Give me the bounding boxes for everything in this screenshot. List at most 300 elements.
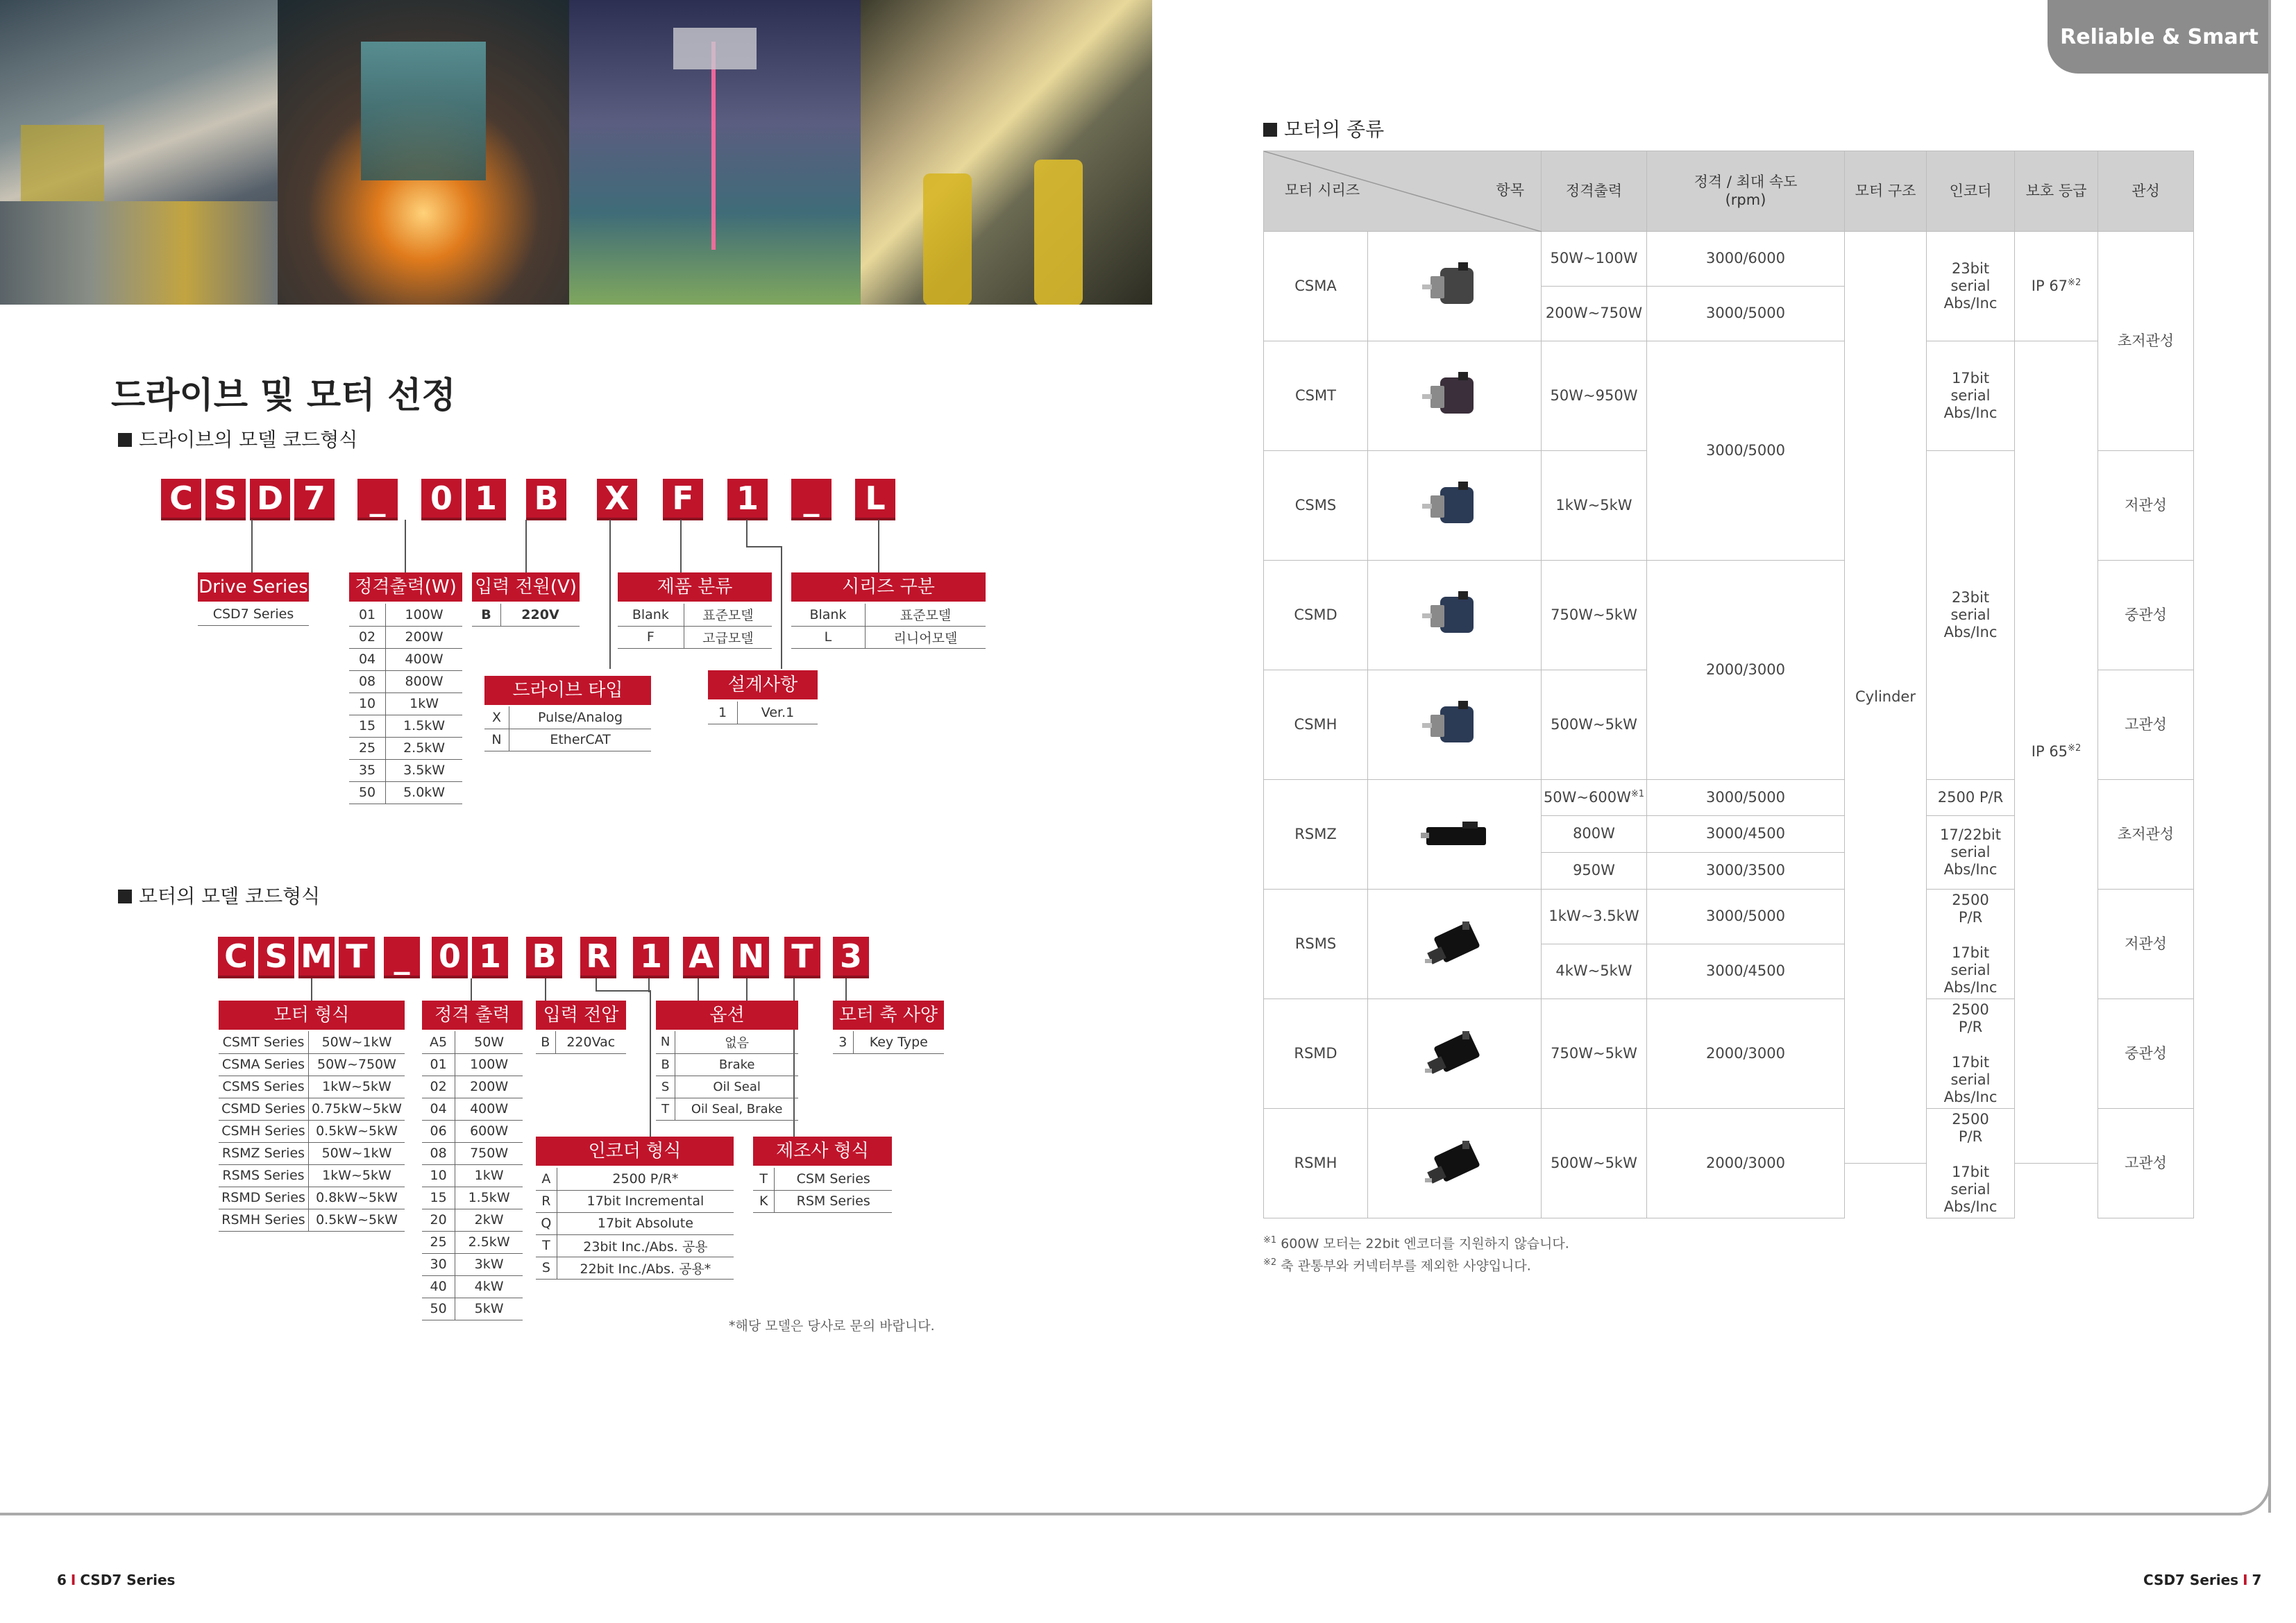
encoder-value: 2500 P/R — [1952, 1001, 1989, 1036]
code-cell: 35 — [349, 759, 386, 781]
code-cell: B — [536, 1031, 555, 1053]
product-class-header: 제품 분류 — [618, 572, 772, 602]
table-row — [656, 1076, 798, 1098]
motor-image-cell — [1368, 780, 1542, 890]
code-cell: T — [536, 1234, 557, 1257]
square-bullet-icon — [118, 433, 132, 447]
footnote-text: 600W 모터는 22bit 엔코더를 지원하지 않습니다. — [1281, 1236, 1569, 1252]
inertia-cell: 고관성 — [2098, 1109, 2194, 1218]
output-cell: 950W — [1542, 853, 1647, 890]
table-row — [1264, 341, 2194, 396]
connector-line — [746, 546, 782, 547]
motor-section-title-text: 모터의 모델 코드형식 — [139, 885, 321, 908]
page-number: 7 — [2252, 1572, 2262, 1588]
header-series: 모터 시리즈 — [1285, 182, 1360, 198]
table-row — [422, 1231, 523, 1253]
footer-right — [2143, 1572, 2261, 1588]
table-row — [791, 604, 986, 626]
code-letter-box: C — [161, 479, 201, 520]
value-cell: 100W — [455, 1053, 523, 1076]
series-cell: RSMZ — [1264, 780, 1368, 890]
connector-line — [525, 520, 527, 572]
code-cell: CSMD Series — [219, 1098, 308, 1120]
code-cell: 04 — [422, 1098, 455, 1120]
speed-cell: 3000/5000 — [1647, 341, 1845, 561]
table-row — [422, 1253, 523, 1275]
output-cell — [1542, 780, 1647, 816]
code-cell: 06 — [422, 1120, 455, 1142]
output-cell: 750W~5kW — [1542, 561, 1647, 670]
series-cell: RSMD — [1264, 999, 1368, 1109]
value-cell: 800W — [386, 670, 462, 692]
motor-types-table — [1263, 151, 2194, 1218]
value-cell: 400W — [455, 1098, 523, 1120]
code-cell: CSMT Series — [219, 1031, 308, 1053]
drive-type-header: 드라이브 타입 — [484, 676, 651, 705]
header-inertia: 관성 — [2098, 151, 2194, 232]
product-class-table — [618, 604, 772, 649]
table-row — [219, 1142, 405, 1164]
drive-series-value: CSD7 Series — [198, 604, 309, 626]
encoder-cell: 17/22bit serial Abs/Inc — [1927, 816, 2015, 890]
connector-line — [878, 520, 879, 572]
footer-left — [57, 1572, 175, 1588]
inertia-cell: 고관성 — [2098, 670, 2194, 780]
code-letter-box: X — [597, 479, 637, 520]
series-class-table — [791, 604, 986, 649]
drive-section-title — [118, 425, 357, 452]
connector-line — [596, 990, 651, 992]
value-cell: 200W — [455, 1076, 523, 1098]
value-cell: Oil Seal — [675, 1076, 798, 1098]
code-letter-box: 1 — [633, 937, 669, 978]
connector-line — [680, 520, 682, 572]
input-voltage-table — [536, 1031, 626, 1054]
footnote-2 — [1263, 1253, 1569, 1275]
value-cell: 200W — [386, 626, 462, 648]
output-cell: 50W~100W — [1542, 232, 1647, 287]
inertia-cell: 초저관성 — [2098, 232, 2194, 451]
series-cell: RSMH — [1264, 1109, 1368, 1218]
shaft-table — [833, 1031, 944, 1054]
table-row — [422, 1187, 523, 1209]
connector-line — [648, 978, 650, 992]
motor-types-title-text: 모터의 종류 — [1284, 118, 1385, 141]
motor-image-cell — [1368, 999, 1542, 1109]
shaft-header: 모터 축 사양 — [833, 1001, 944, 1030]
table-row — [422, 1076, 523, 1098]
speed-cell: 2000/3000 — [1647, 999, 1845, 1109]
code-cell: 15 — [349, 715, 386, 737]
speed-cell: 3000/5000 — [1647, 287, 1845, 341]
value-cell: 5kW — [455, 1298, 523, 1320]
code-letter-box: M — [298, 937, 335, 978]
code-letter-box: 7 — [294, 479, 335, 520]
inertia-cell: 중관성 — [2098, 999, 2194, 1109]
header-speed-text: 정격 / 최대 속도 — [1694, 173, 1798, 191]
code-cell: T — [753, 1168, 775, 1190]
table-row — [791, 626, 986, 648]
speed-cell: 3000/4500 — [1647, 816, 1845, 853]
table-row — [349, 626, 462, 648]
value-cell: 1kW~5kW — [308, 1164, 405, 1187]
value-cell: 없음 — [725, 1035, 750, 1051]
table-row — [656, 1031, 798, 1053]
footer-series: CSD7 Series — [2143, 1572, 2239, 1588]
servo-motor-icon — [1421, 371, 1489, 422]
footnote-mark: ※2 — [1263, 1257, 1277, 1268]
table-row — [753, 1168, 892, 1190]
motor-image-cell — [1368, 232, 1542, 341]
value-cell: Brake — [675, 1053, 798, 1076]
value-cell: 1kW — [455, 1164, 523, 1187]
code-cell: B — [656, 1053, 675, 1076]
servo-motor-icon — [1421, 919, 1489, 970]
structure-cell: Cylinder — [1845, 232, 1927, 1164]
table-row — [349, 604, 462, 626]
table-row — [219, 1098, 405, 1120]
footnote-mark: ※1 — [1263, 1235, 1277, 1246]
footnote-mark: ※1 — [1630, 788, 1645, 799]
encoder-value: 17bit serial Abs/Inc — [1943, 1163, 1998, 1215]
value-cell: 2500 P/R* — [612, 1171, 679, 1187]
code-cell: 04 — [349, 648, 386, 670]
value-cell: 5.0kW — [386, 781, 462, 804]
code-cell: 02 — [422, 1076, 455, 1098]
table-row — [656, 1098, 798, 1120]
speed-cell: 3000/5000 — [1647, 780, 1845, 816]
series-class-header: 시리즈 구분 — [791, 572, 986, 602]
value-cell: 22bit Inc./Abs. 공용* — [557, 1257, 734, 1279]
code-cell: A — [536, 1168, 557, 1190]
code-cell: 02 — [349, 626, 386, 648]
table-row — [349, 715, 462, 737]
encoder-cell: 2500 P/R — [1927, 780, 2015, 816]
code-letter-box: 1 — [472, 937, 508, 978]
value-cell: 리니어모델 — [865, 626, 986, 648]
table-row — [349, 648, 462, 670]
servo-motor-icon — [1421, 1138, 1489, 1189]
code-letter-box: 1 — [466, 479, 506, 520]
speed-cell: 2000/3000 — [1647, 561, 1845, 780]
servo-motor-icon — [1421, 261, 1489, 312]
code-cell: 50 — [422, 1298, 455, 1320]
table-notes — [1263, 1231, 1569, 1276]
code-cell: N — [484, 729, 509, 751]
value-cell: 1kW — [386, 692, 462, 715]
value-cell: 2.5kW — [386, 737, 462, 759]
header-encoder: 인코더 — [1927, 151, 2015, 232]
connector-line — [405, 520, 406, 572]
code-letter-box: _ — [384, 937, 420, 978]
code-cell: N — [656, 1031, 675, 1053]
connector-line — [746, 978, 748, 1001]
servo-motor-icon — [1421, 809, 1489, 860]
code-cell: L — [791, 626, 865, 648]
code-cell: S — [656, 1076, 675, 1098]
value-cell: RSM Series — [775, 1190, 892, 1212]
code-cell: 01 — [422, 1053, 455, 1076]
input-power-table — [472, 604, 580, 627]
code-letter-box: S — [205, 479, 246, 520]
encoder-value: 17bit serial Abs/Inc — [1943, 944, 1998, 996]
table-row — [219, 1120, 405, 1142]
options-table — [656, 1031, 798, 1121]
code-cell: R — [536, 1190, 557, 1212]
servo-motor-icon — [1421, 590, 1489, 641]
table-row — [349, 781, 462, 804]
footer-separator: I — [70, 1572, 76, 1588]
maker-header: 제조사 형식 — [753, 1137, 892, 1166]
motor-types-title — [1263, 114, 1384, 142]
frame-corner — [2235, 1479, 2271, 1515]
code-letter-box: F — [663, 479, 703, 520]
value-cell: 50W — [474, 1034, 505, 1050]
code-letter-box: D — [250, 479, 290, 520]
code-letter-box: B — [526, 479, 566, 520]
output-cell: 500W~5kW — [1542, 670, 1647, 780]
code-cell: 50 — [349, 781, 386, 804]
table-row — [219, 1164, 405, 1187]
table-row — [472, 604, 580, 626]
code-cell: 20 — [422, 1209, 455, 1231]
motor-image-cell — [1368, 890, 1542, 999]
motor-section-title — [118, 881, 320, 909]
encoder-table — [536, 1168, 734, 1280]
value-cell: Key Type — [853, 1031, 944, 1053]
value-cell: 고급모델 — [684, 626, 772, 648]
series-cell: CSMH — [1264, 670, 1368, 780]
output-cell: 800W — [1542, 816, 1647, 853]
code-cell: 01 — [349, 604, 386, 626]
header-speed-unit: (rpm) — [1725, 191, 1766, 208]
header-output: 정격출력 — [1542, 151, 1647, 232]
table-row — [422, 1053, 523, 1076]
table-row — [536, 1234, 734, 1257]
value-cell: 17bit Absolute — [557, 1212, 734, 1234]
table-header-row — [1264, 151, 2194, 232]
encoder-cell — [1927, 890, 2015, 999]
header-structure: 모터 구조 — [1845, 151, 1927, 232]
connector-line — [781, 546, 782, 669]
code-letter-box: T — [784, 937, 820, 978]
drive-section-title-text: 드라이브의 모델 코드형식 — [139, 428, 358, 451]
maker-table — [753, 1168, 892, 1213]
encoder-cell: 23bit serial Abs/Inc — [1927, 451, 2015, 780]
square-bullet-icon — [118, 890, 132, 903]
code-cell: Blank — [791, 604, 865, 626]
output-cell: 750W~5kW — [1542, 999, 1647, 1109]
motor-output-header: 정격 출력 — [422, 1001, 523, 1030]
footnote-1 — [1263, 1231, 1569, 1253]
input-voltage-header: 입력 전압 — [536, 1001, 626, 1030]
header-protection: 보호 등급 — [2015, 151, 2098, 232]
value-cell: 1.5kW — [386, 715, 462, 737]
code-cell: CSMA Series — [219, 1053, 308, 1076]
table-row — [536, 1212, 734, 1234]
table-row — [349, 670, 462, 692]
value-cell: 600W — [455, 1120, 523, 1142]
encoder-cell — [1927, 999, 2015, 1109]
value-cell: 50W~1kW — [321, 1034, 392, 1050]
code-cell: A5 — [422, 1031, 455, 1053]
code-cell: S — [536, 1257, 557, 1279]
code-letter-box: 0 — [432, 937, 468, 978]
drive-series-header: Drive Series — [198, 572, 309, 602]
footnote-mark: ※2 — [2068, 743, 2082, 754]
code-cell: RSMZ Series — [219, 1142, 308, 1164]
motor-image-cell — [1368, 670, 1542, 780]
encoder-cell: 17bit serial Abs/Inc — [1927, 341, 2015, 451]
table-row — [219, 1187, 405, 1209]
code-letter-box: 1 — [727, 479, 768, 520]
value-cell: 50W~750W — [308, 1053, 405, 1076]
connector-line — [746, 520, 748, 547]
motor-type-header: 모터 형식 — [219, 1001, 405, 1030]
footer-series: CSD7 Series — [80, 1572, 176, 1588]
speed-cell: 3000/6000 — [1647, 232, 1845, 287]
servo-motor-icon — [1421, 699, 1489, 751]
series-cell: CSMD — [1264, 561, 1368, 670]
connector-line — [251, 520, 253, 572]
series-cell: CSMT — [1264, 341, 1368, 451]
design-table — [708, 702, 818, 724]
code-cell: 30 — [422, 1253, 455, 1275]
header-item: 항목 — [1496, 182, 1524, 198]
table-row — [219, 1076, 405, 1098]
value-cell: 23bit Inc./Abs. 공용 — [557, 1234, 734, 1257]
design-header: 설계사항 — [708, 670, 818, 699]
code-cell: Blank — [618, 604, 684, 626]
output-cell: 200W~750W — [1542, 287, 1647, 341]
motor-image-cell — [1368, 561, 1542, 670]
code-cell: Q — [536, 1212, 557, 1234]
code-letter-box: 3 — [833, 937, 869, 978]
table-row — [656, 1053, 798, 1076]
table-row — [536, 1168, 734, 1190]
code-cell: RSMD Series — [219, 1187, 308, 1209]
motor-image-cell — [1368, 1109, 1542, 1218]
connector-line — [650, 990, 651, 1137]
value-cell: 2kW — [455, 1209, 523, 1231]
inertia-cell: 저관성 — [2098, 890, 2194, 999]
table-row — [753, 1190, 892, 1212]
value-cell: 표준모델 — [900, 608, 952, 624]
code-cell: K — [753, 1190, 775, 1212]
value-cell: 1kW~5kW — [308, 1076, 405, 1098]
table-row — [484, 706, 651, 729]
encoder-header: 인코더 형식 — [536, 1137, 734, 1166]
table-row — [833, 1031, 944, 1053]
value-cell: 4kW — [455, 1275, 523, 1298]
input-power-header: 입력 전원(V) — [472, 572, 580, 602]
code-cell: X — [484, 706, 509, 729]
drive-type-table — [484, 706, 651, 751]
connector-line — [845, 978, 847, 1001]
table-row — [484, 729, 651, 751]
table-row — [536, 1190, 734, 1212]
protection-value: IP 65 — [2031, 743, 2068, 760]
table-row — [219, 1031, 405, 1053]
value-cell: EtherCAT — [509, 729, 651, 751]
protection-cell — [2015, 232, 2098, 341]
series-item-header — [1264, 151, 1542, 232]
connector-line — [609, 520, 611, 669]
encoder-value: 2500 P/R — [1952, 891, 1989, 926]
output-cell: 4kW~5kW — [1542, 944, 1647, 999]
photo-welding-sparks — [278, 0, 569, 305]
code-cell: 10 — [422, 1164, 455, 1187]
table-row — [422, 1098, 523, 1120]
code-letter-box: A — [683, 937, 719, 978]
table-row — [536, 1257, 734, 1279]
value-cell: 400W — [386, 648, 462, 670]
code-letter-box: B — [526, 937, 562, 978]
speed-cell: 2000/3000 — [1647, 1109, 1845, 1218]
reliable-smart-tab: Reliable & Smart — [2048, 0, 2271, 74]
value-cell: 2.5kW — [455, 1231, 523, 1253]
protection-value: IP 67 — [2031, 277, 2068, 294]
table-row — [422, 1164, 523, 1187]
table-row — [349, 692, 462, 715]
frame-line — [2268, 0, 2271, 1513]
inquiry-note: *해당 모델은 당사로 문의 바랍니다. — [729, 1318, 935, 1334]
table-row — [219, 1053, 405, 1076]
photo-assembly-line — [0, 0, 278, 305]
page-title: 드라이브 및 모터 선정 — [111, 375, 456, 416]
value-cell: 1.5kW — [455, 1187, 523, 1209]
encoder-value: 2500 P/R — [1952, 1110, 1989, 1146]
table-row — [219, 1209, 405, 1231]
connector-line — [596, 978, 597, 991]
code-letter-box: T — [339, 937, 375, 978]
speed-cell: 3000/5000 — [1647, 890, 1845, 944]
output-value: 50W~600W — [1543, 788, 1631, 806]
speed-cell: 3000/3500 — [1647, 853, 1845, 890]
code-letter-box: R — [580, 937, 616, 978]
speed-cell: 3000/4500 — [1647, 944, 1845, 999]
code-cell: 40 — [422, 1275, 455, 1298]
value-cell: 750W — [455, 1142, 523, 1164]
table-row — [422, 1209, 523, 1231]
code-cell: T — [656, 1098, 675, 1120]
code-cell: 3 — [833, 1031, 853, 1053]
output-cell: 1kW~3.5kW — [1542, 890, 1647, 944]
value-cell: CSM Series — [796, 1171, 870, 1187]
code-cell: 10 — [349, 692, 386, 715]
page-number: 6 — [57, 1572, 67, 1588]
value-cell: 100W — [405, 606, 444, 622]
table-row — [1264, 232, 2194, 287]
options-header: 옵션 — [656, 1001, 798, 1030]
value-cell: 50W~1kW — [308, 1142, 405, 1164]
code-cell: 15 — [422, 1187, 455, 1209]
encoder-value: 17bit serial Abs/Inc — [1943, 1053, 1998, 1105]
encoder-cell: 23bit serial Abs/Inc — [1927, 232, 2015, 341]
footnote-text: 축 관통부와 커넥터부를 제외한 사양입니다. — [1281, 1258, 1531, 1274]
footnote-mark: ※2 — [2068, 277, 2082, 288]
code-cell: CSMS Series — [219, 1076, 308, 1098]
inertia-cell: 초저관성 — [2098, 780, 2194, 890]
motor-image-cell — [1368, 451, 1542, 561]
code-letter-box: S — [258, 937, 294, 978]
table-row — [536, 1031, 626, 1053]
code-letter-box: L — [855, 479, 895, 520]
code-cell: 25 — [422, 1231, 455, 1253]
connector-line — [311, 978, 312, 1001]
frame-line-bottom — [0, 1513, 2242, 1515]
table-row — [618, 626, 772, 648]
